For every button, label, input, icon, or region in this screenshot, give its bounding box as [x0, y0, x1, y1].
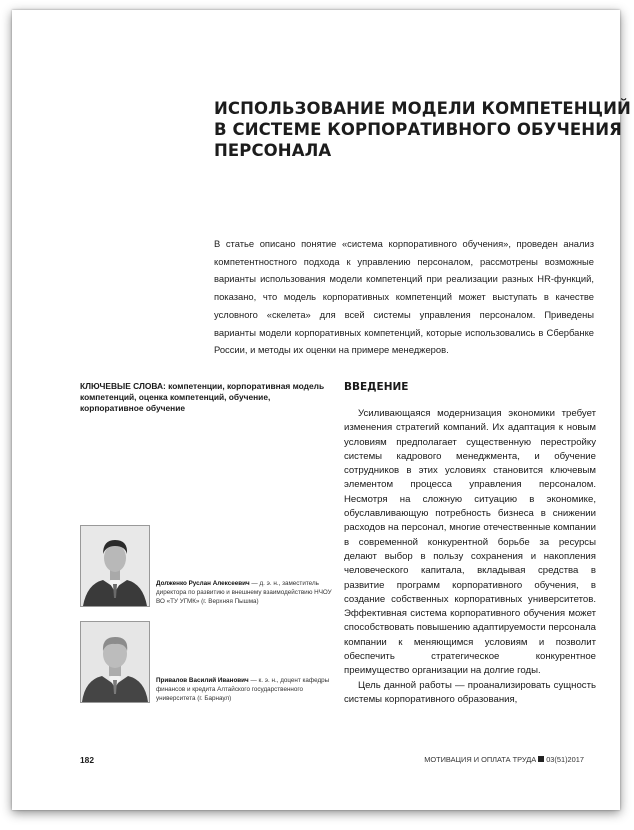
section-heading: ВВЕДЕНИЕ [344, 381, 409, 393]
author-name: Долженко Руслан Алексеевич [156, 580, 250, 587]
author-info [156, 676, 338, 703]
author-details: — д. э. н., заместитель директора по развитию и внешнему взаимодействию НЧОУ ВО «ТУ УГМК» (г. Верхняя Пышма) [156, 580, 332, 605]
title-line-2: В СИСТЕМЕ КОРПОРАТИВНОГО ОБУЧЕНИЯ [214, 120, 622, 139]
author-photo [80, 525, 150, 607]
journal-page [12, 10, 631, 810]
journal-issue: 03(51)2017 [546, 755, 584, 764]
body-paragraph: Усиливающаяся модернизация экономики требует изменения стратегий компаний. Их адаптация к новым условиям предполагает существенную перестройку системы кадрового менеджмента, и обучение сотрудников в этих условиях становится ключевым элементом процесса управления персоналом. Несмотря на сложную ситуацию в экономике, обуславливающую потребность бизнеса в снижении расходов на персонал, многие отечественные компании в современной конкурентной борьбе за ресурсы делают выбор в пользу сохранения и накопления человеческого капитала, вкладывая средства в развитие программ корпоративного обучения, в создание собственных корпоративных университетов. Эффективная система корпоративного обучения может способствовать повышению адаптируемости персонала компании к меняющимся условиям и позволит обеспечить стратегическое конкурентное преимущество организации на долгие годы. [344, 408, 597, 677]
author-details: — к. э. н., доцент кафедры финансов и кредита Алтайского государственного университета (г. Барнаул) [156, 677, 330, 702]
journal-name: МОТИВАЦИЯ И ОПЛАТА ТРУДА [424, 755, 537, 764]
article-title [214, 98, 631, 161]
keywords: КЛЮЧЕВЫЕ СЛОВА: компетенции, корпоративная модель компетенций, оценка компетенций, обучение, корпоративное обучение [80, 381, 325, 413]
author-name: Привалов Василий Иванович [156, 677, 249, 684]
article-body [344, 407, 596, 707]
page-number: 182 [80, 755, 94, 765]
body-paragraph: Цель данной работы — проанализировать сущность системы корпоративного образования, [344, 679, 596, 705]
author-photo [80, 621, 150, 703]
title-line-1: ИСПОЛЬЗОВАНИЕ МОДЕЛИ КОМПЕТЕНЦИЙ [214, 99, 631, 118]
title-line-3: ПЕРСОНАЛА [214, 141, 332, 160]
article-abstract: В статье описано понятие «система корпоративного обучения», проведен анализ компетентностного подхода к управлению персоналом, рассмотрены возможные варианты использования модели компетенций при реализации разных HR-функций, показано, что модель корпоративных компетенций может выступать в качестве условного «скелета» для всей системы управления персоналом. Приведены варианты модели корпоративных компетенций, которые использовались в Сбербанке России, и методы их оценки на примере менеджеров. [214, 238, 594, 356]
square-bullet-icon [538, 756, 544, 762]
author-info [156, 579, 338, 606]
journal-footer [424, 755, 584, 764]
